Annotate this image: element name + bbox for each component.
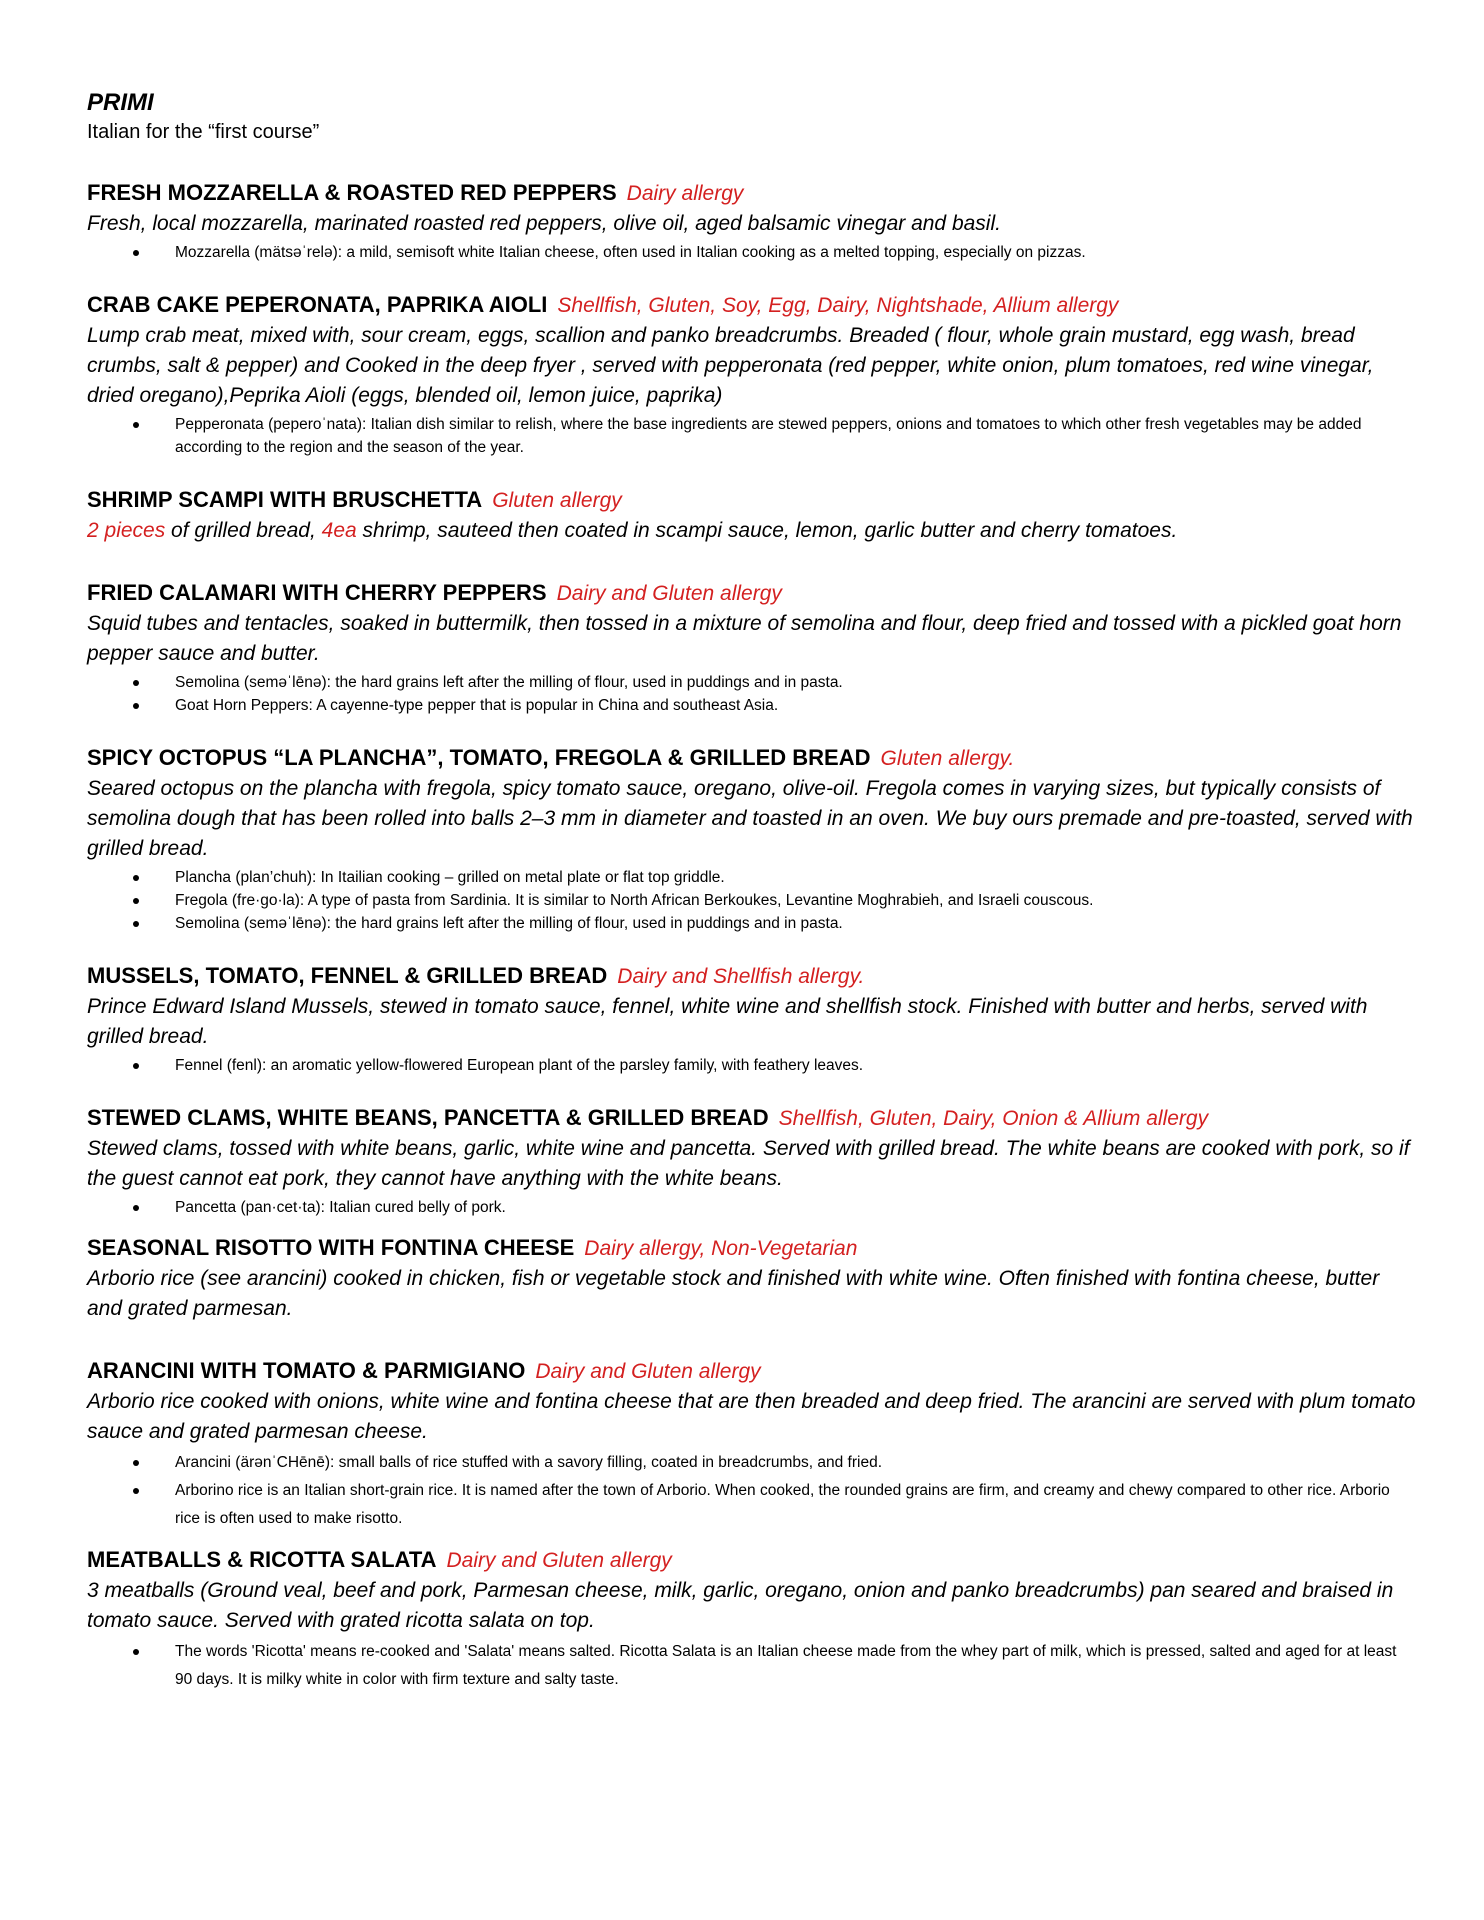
dish-heading (87, 290, 1417, 321)
dish-description: Arborio rice cooked with onions, white wine and fontina cheese that are then breaded and deep fried. The arancini are served with plum tomato sauce and grated parmesan cheese. (87, 1390, 1416, 1443)
dish-crab-cake (87, 290, 1417, 459)
dish-fried-calamari (87, 578, 1417, 717)
dish-name: SHRIMP SCAMPI WITH BRUSCHETTA (87, 487, 483, 512)
description-text: shrimp, sauteed then coated in scampi sauce, lemon, garlic butter and cherry tomatoes. (356, 519, 1178, 542)
dish-name: SPICY OCTOPUS “LA PLANCHA”, TOMATO, FREGOLA & GRILLED BREAD (87, 745, 871, 770)
allergy-note: Dairy and Gluten allergy (535, 1360, 761, 1383)
allergy-note: Dairy allergy, Non-Vegetarian (584, 1237, 858, 1260)
dish-description (87, 516, 1417, 546)
allergy-note: Dairy and Gluten allergy (556, 582, 782, 605)
definition-list (87, 413, 1417, 459)
dish-name: ARANCINI WITH TOMATO & PARMIGIANO (87, 1358, 526, 1383)
definition-item: The words 'Ricotta' means re-cooked and 'Salata' means salted. Ricotta Salata is an Italian cheese made from the whey part of milk, which is pressed, salted and aged for at least 90 days. It is milky white in color with firm texture and salty taste. (175, 1638, 1417, 1694)
dish-name: CRAB CAKE PEPERONATA, PAPRIKA AIOLI (87, 292, 548, 317)
description-text: of grilled bread, (165, 519, 322, 542)
definition-item: Pepperonata (peperoˈnata): Italian dish similar to relish, where the base ingredients are stewed peppers, onions and tomatoes to which other fresh vegetables may be added according to the region and the season of the year. (175, 413, 1417, 459)
dish-description: Arborio rice (see arancini) cooked in chicken, fish or vegetable stock and finished with white wine. Often finished with fontina cheese, butter and grated parmesan. (87, 1267, 1380, 1320)
definition-list (87, 241, 1417, 264)
definition-item: Arancini (ärənˈCHēnē): small balls of rice stuffed with a savory filling, coated in breadcrumbs, and fried. (175, 1449, 1417, 1477)
dish-heading (87, 578, 1417, 609)
definition-item: Plancha (plan’chuh): In Itailian cooking – grilled on metal plate or flat top griddle. (175, 866, 1417, 889)
dish-stewed-clams (87, 1103, 1417, 1219)
dish-heading (87, 1356, 1417, 1387)
definition-list (87, 1449, 1417, 1533)
definition-item: Semolina (seməˈlēnə): the hard grains left after the milling of flour, used in puddings and in pasta. (175, 912, 1417, 935)
definition-item: Mozzarella (mätsəˈrelə): a mild, semisoft white Italian cheese, often used in Italian cooking as a melted topping, especially on pizzas. (175, 241, 1417, 264)
menu-page (87, 88, 1417, 1694)
dish-heading (87, 961, 1417, 992)
dish-name: SEASONAL RISOTTO WITH FONTINA CHEESE (87, 1235, 575, 1260)
dish-mussels (87, 961, 1417, 1077)
dish-description: Seared octopus on the plancha with fregola, spicy tomato sauce, oregano, olive-oil. Fregola comes in varying sizes, but typically consists of semolina dough that has been rolled into balls 2–3 mm in diameter and toasted in an oven. We buy ours premade and pre-toasted, served with grilled bread. (87, 777, 1413, 860)
dish-name: FRESH MOZZARELLA & ROASTED RED PEPPERS (87, 180, 617, 205)
dish-shrimp-scampi (87, 485, 1417, 546)
dish-description: Squid tubes and tentacles, soaked in buttermilk, then tossed in a mixture of semolina and flour, deep fried and tossed with a pickled goat horn pepper sauce and butter. (87, 612, 1402, 665)
allergy-note: Gluten allergy. (880, 747, 1015, 770)
quantity-highlight: 4ea (321, 519, 357, 542)
definition-list (87, 866, 1417, 935)
dish-name: FRIED CALAMARI WITH CHERRY PEPPERS (87, 580, 547, 605)
definition-item: Fregola (fre·go·la): A type of pasta from Sardinia. It is similar to North African Berkoukes, Levantine Moghrabieh, and Israeli couscous. (175, 889, 1417, 912)
dish-description: Lump crab meat, mixed with, sour cream, eggs, scallion and panko breadcrumbs. Breaded ( flour, whole grain mustard, egg wash, bread crumbs, salt & pepper) and Cooked in the deep fryer , served with pepperonata (red pepper, white onion, plum tomatoes, red wine vinegar, dried oregano),Peprika Aioli (eggs, blended oil, lemon juice, paprika) (87, 324, 1374, 407)
dish-fresh-mozzarella (87, 178, 1417, 264)
allergy-note: Dairy allergy (626, 182, 744, 205)
allergy-note: Shellfish, Gluten, Soy, Egg, Dairy, Nightshade, Allium allergy (557, 294, 1119, 317)
dish-heading (87, 178, 1417, 209)
dish-description: Prince Edward Island Mussels, stewed in tomato sauce, fennel, white wine and shellfish stock. Finished with butter and herbs, served with grilled bread. (87, 995, 1368, 1048)
definition-item: Arborino rice is an Italian short-grain rice. It is named after the town of Arborio. When cooked, the rounded grains are firm, and creamy and chewy compared to other rice. Arborio rice is often used to make risotto. (175, 1477, 1417, 1533)
dish-heading (87, 485, 1417, 516)
dish-description: Fresh, local mozzarella, marinated roasted red peppers, olive oil, aged balsamic vinegar and basil. (87, 212, 1001, 235)
definition-list (87, 1196, 1417, 1219)
dish-description: 3 meatballs (Ground veal, beef and pork, Parmesan cheese, milk, garlic, oregano, onion and panko breadcrumbs) pan seared and braised in tomato sauce. Served with grated ricotta salata on top. (87, 1579, 1394, 1632)
dish-arancini (87, 1356, 1417, 1533)
dish-spicy-octopus (87, 743, 1417, 935)
definition-item: Goat Horn Peppers: A cayenne-type pepper that is popular in China and southeast Asia. (175, 694, 1417, 717)
section-title: PRIMI (87, 89, 154, 116)
allergy-note: Dairy and Shellfish allergy. (617, 965, 865, 988)
dish-heading (87, 1103, 1417, 1134)
definition-list (87, 1054, 1417, 1077)
definition-item: Pancetta (pan·cet·ta): Italian cured belly of pork. (175, 1196, 1417, 1219)
dish-heading (87, 743, 1417, 774)
allergy-note: Shellfish, Gluten, Dairy, Onion & Allium allergy (778, 1107, 1209, 1130)
definition-list (87, 671, 1417, 717)
dish-heading (87, 1545, 1417, 1576)
dish-seasonal-risotto (87, 1233, 1417, 1324)
definition-item: Fennel (fenl): an aromatic yellow-flowered European plant of the parsley family, with feathery leaves. (175, 1054, 1417, 1077)
dish-meatballs (87, 1545, 1417, 1694)
allergy-note: Gluten allergy (492, 489, 622, 512)
dish-description: Stewed clams, tossed with white beans, garlic, white wine and pancetta. Served with grilled bread. The white beans are cooked with pork, so if the guest cannot eat pork, they cannot have anything with the white beans. (87, 1137, 1410, 1190)
definition-list (87, 1638, 1417, 1694)
dish-heading (87, 1233, 1417, 1264)
allergy-note: Dairy and Gluten allergy (446, 1549, 672, 1572)
dish-name: STEWED CLAMS, WHITE BEANS, PANCETTA & GRILLED BREAD (87, 1105, 769, 1130)
dish-name: MUSSELS, TOMATO, FENNEL & GRILLED BREAD (87, 963, 608, 988)
dish-name: MEATBALLS & RICOTTA SALATA (87, 1547, 437, 1572)
quantity-highlight: 2 pieces (87, 519, 166, 542)
section-subtitle: Italian for the “first course” (87, 121, 320, 143)
definition-item: Semolina (seməˈlēnə): the hard grains left after the milling of flour, used in puddings and in pasta. (175, 671, 1417, 694)
